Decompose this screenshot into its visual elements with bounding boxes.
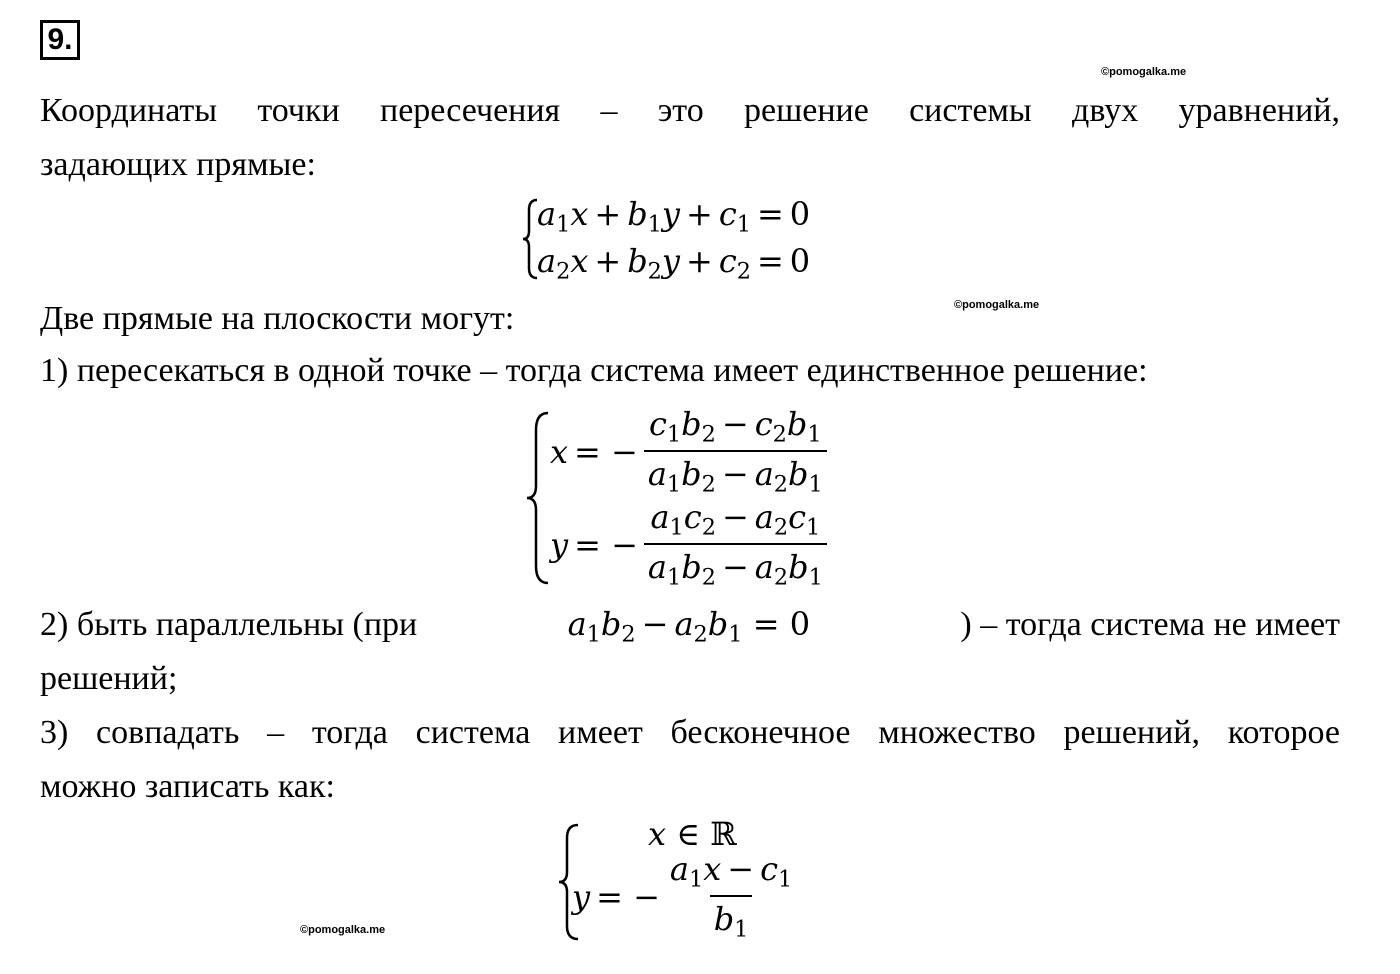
- system3-line-1: x ∈ ℝ: [648, 815, 737, 853]
- case-2-start: 2) быть параллельны (при: [40, 606, 418, 643]
- intro-line-2: задающих прямые:: [40, 146, 316, 183]
- system3-denominator: $b_1$: [710, 895, 753, 941]
- solution-y-denominator: $a_1b_2 - a_2b_1$: [644, 543, 827, 589]
- lines-can-text: Две прямые на плоскости могут:: [40, 300, 515, 337]
- watermark-middle: ©pomogalka.me: [954, 299, 1040, 311]
- solution-brace: [524, 410, 552, 586]
- solution-x: x = − $\frac{c_1b_2 - c_2b_1}{a_1b_2 - a_2b_1}$: [550, 406, 827, 498]
- system3-fraction: [666, 849, 796, 943]
- case-2-line-2: решений;: [40, 660, 178, 697]
- solution-x-denominator: $a_1b_2 - a_2b_1$: [644, 450, 827, 496]
- case-3-line-2: можно записать как:: [40, 768, 335, 805]
- solution-y: y = − $\frac{a_1c_2 - a_2c_1}{a_1b_2 - a_2b_1}$: [550, 499, 827, 591]
- solution-y-fraction: [644, 497, 827, 591]
- watermark-bottom: ©pomogalka.me: [300, 924, 386, 936]
- watermark-top: ©pomogalka.me: [1101, 66, 1187, 78]
- intro-line-1: Координаты точки пересечения – это решение системы двух уравнений,: [40, 92, 1340, 129]
- system3-numerator: $a_1x - c_1$: [669, 849, 793, 893]
- solution-x-numerator: $c_1b_2 - c_2b_1$: [649, 404, 822, 448]
- solution-y-numerator: $a_1c_2 - a_2c_1$: [650, 497, 821, 541]
- case-3-line-1: 3) совпадать – тогда система имеет бесконечное множество решений, которое: [40, 714, 1340, 751]
- case-2-condition: $a_1b_2 - a_2b_1 = 0$: [567, 605, 811, 648]
- case-2-line-1: [40, 598, 1340, 652]
- system1-equation-2: $a_2x + b_2y + c_2 = 0$: [537, 242, 811, 285]
- case-1-text: 1) пересекаться в одной точке – тогда система имеет единственное решение:: [40, 352, 1148, 389]
- problem-number: 9.: [40, 20, 80, 60]
- case-2-end: ) – тогда система не имеет: [960, 606, 1340, 643]
- system3-line-2: y = − $\frac{a_1x - c_1}{b_1}$: [572, 850, 796, 944]
- system1-equation-1: $a_1x + b_1y + c_1 = 0$: [537, 195, 811, 238]
- solution-x-fraction: [644, 404, 827, 498]
